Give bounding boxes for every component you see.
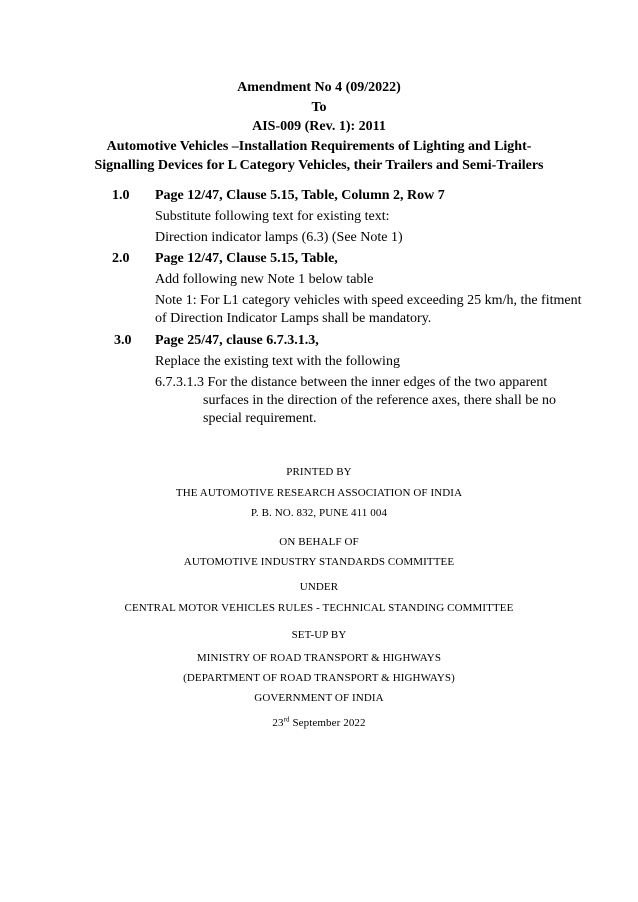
government-name: GOVERNMENT OF INDIA: [254, 692, 384, 704]
department-name: (DEPARTMENT OF ROAD TRANSPORT & HIGHWAYS): [183, 672, 455, 684]
subject-line-1: Automotive Vehicles –Installation Requirements of Lighting and Light-: [106, 139, 532, 154]
clause-number: 6.7.3.1.3: [155, 375, 204, 390]
clause-text-1: For the distance between the inner edges of the two apparent: [207, 375, 548, 390]
date-day: 23: [272, 717, 284, 729]
standard-number: AIS-009 (Rev. 1): 2011: [252, 119, 386, 134]
section-3-number: 3.0: [114, 333, 132, 348]
association-address: P. B. NO. 832, PUNE 411 004: [250, 507, 388, 519]
section-2-note-line-2: of Direction Indicator Lamps shall be mandatory.: [155, 311, 432, 326]
setup-by: SET-UP BY: [291, 629, 347, 641]
section-1-heading: Page 12/47, Clause 5.15, Table, Column 2, Row 7: [155, 188, 445, 203]
section-1-number: 1.0: [112, 188, 130, 203]
subject-line-2: Signalling Devices for L Category Vehicles, their Trailers and Semi-Trailers: [94, 158, 544, 173]
section-2-heading: Page 12/47, Clause 5.15, Table,: [155, 251, 338, 266]
section-3-clause-line-1: [155, 374, 547, 392]
section-2-note-line-1: Note 1: For L1 category vehicles with speed exceeding 25 km/h, the fitment: [155, 293, 582, 308]
committee-name: AUTOMOTIVE INDUSTRY STANDARDS COMMITTEE: [183, 556, 455, 568]
on-behalf-of: ON BEHALF OF: [279, 536, 359, 548]
to-line: To: [311, 100, 327, 115]
date-rest: September 2022: [289, 717, 366, 729]
association-name: THE AUTOMOTIVE RESEARCH ASSOCIATION OF INDIA: [175, 487, 463, 499]
section-2-number: 2.0: [112, 251, 130, 266]
section-3-instruction: Replace the existing text with the following: [155, 354, 400, 369]
section-1-text: Direction indicator lamps (6.3) (See Note 1): [155, 230, 403, 245]
amendment-title: Amendment No 4 (09/2022): [237, 80, 401, 95]
ministry-name: MINISTRY OF ROAD TRANSPORT & HIGHWAYS: [196, 652, 442, 664]
section-3-heading: Page 25/47, clause 6.7.3.1.3,: [155, 333, 319, 348]
printed-by: PRINTED BY: [286, 466, 352, 478]
section-1-instruction: Substitute following text for existing text:: [155, 209, 390, 224]
under: UNDER: [299, 581, 339, 593]
section-3-clause-line-3: special requirement.: [203, 411, 317, 426]
section-3-clause-line-2: surfaces in the direction of the reference axes, there shall be no: [203, 393, 556, 408]
cmvr-committee: CENTRAL MOTOR VEHICLES RULES - TECHNICAL STANDING COMMITTEE: [124, 602, 514, 614]
section-2-instruction: Add following new Note 1 below table: [155, 272, 374, 287]
issue-date: [0, 716, 638, 730]
date-suffix: rd: [283, 715, 290, 724]
